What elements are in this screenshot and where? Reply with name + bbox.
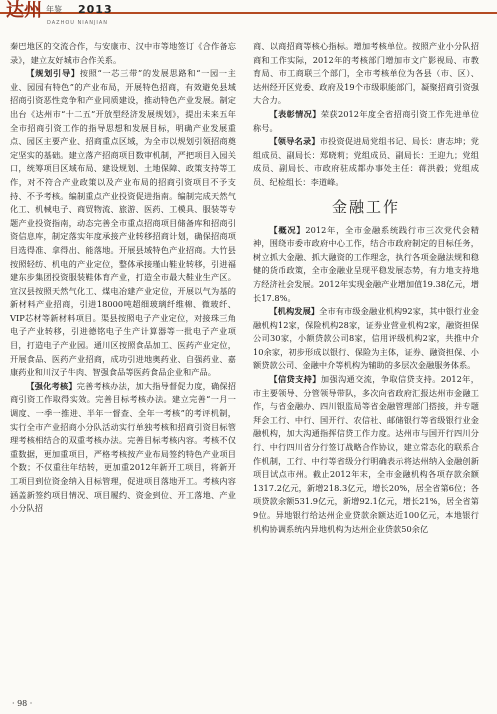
page-header — [0, 0, 497, 34]
yearbook-logo-title: 达州 — [6, 0, 42, 21]
page-number: · 98 · — [12, 699, 33, 708]
paragraph: 秦巴地区的交流合作，与安康市、汉中市等地签订《合作备忘录》，建立友好城市合作关系。 — [10, 41, 236, 65]
paragraph-assessment: 【强化考核】完善考核办法，加大指导督促力度，确保招商引资工作取得实效。完善目标考核办法。建立完善“一月一调度、一季一推进、半年一督查、全年一考核”的考评机制，实行全市产业招商小分队活动实行单独考核和招商引资目标管理考核相结合的双重考核办法。完善目标考核内容。考核不仅重数据，更加重项目，严格考核按产业布局签约特色产业项目个数；不仅重往年结转，更加重2012年新开工项目，将新开工项目到位资金纳入目标管理，促进项目落地开工。考核内容涵盖新签约项目情况、项目履约、资金到位、开工落地、产业小分队招 — [10, 380, 236, 514]
section-tag: 【机构发展】 — [269, 306, 320, 317]
paragraph-leaders: 【领导名录】市投资促进局党组书记、局长：唐志坤；党组成员、副局长：郑晓莉；党组成员、副局长：王迎九；党组成员、副局长、市政府驻成都办事处主任：蒋洪毅；党组成员、纪检组长：李道峰。 — [253, 136, 479, 187]
paragraph-credit: 【信贷支持】加强沟通交流，争取信贷支持。2012年，市主要领导、分管领导带队，多次向省政府汇报达州市金融工作，与省金融办、四川银监局等省金融管理部门搭接，并专题拜会工行、中行、国开行、农信社、邮储银行等省级银行业金融机构，加大沟通指挥信贷工作力度。达州市与国开行四川分行、中行四川省分行签订战略合作协议，建立常态化的联系合作机制，工行、中行等省级分行明确表示将达州纳入金融创新项目试点市州。截止2012年末，全市金融机构各项存款余额1317.2亿元，新增218.3亿元，增长20%，居全省第6位；各项贷款余额531.9亿元，新增92.1亿元，增长21%，居全省第9位。异地银行给达州企业贷款余额达近100亿元，本地银行机构协调系统内异地机构为达州企业贷款50余亿 — [253, 374, 479, 534]
paragraph-overview: 【概况】2012年，全市金融系统践行市三次党代会精神，围绕市委市政府中心工作，结合市政府制定的目标任务，树立抓大金融、抓大融资的工作理念，执行各项金融法规和稳健的货币政策，全市金融业呈现平稳发展态势，有力地支持地方经济社会发展。2012年实现金融产业增加值19.38亿元，增长17.8%。 — [253, 224, 479, 303]
section-tag: 【领导名录】 — [269, 136, 320, 147]
paragraph-institutions: 【机构发展】全市有市级金融业机构92家，其中银行业金融机构12家，保险机构28家，证券业营业机构2家，融资担保公司30家，小额贷款公司8家，信用评级机构2家，共推中介10余家，初步形成以银行、保险为主体，证券、融资担保、小额贷款公司、金融中介等机构为辅助的多层次金融服务体系。 — [253, 306, 479, 371]
section-title-finance: 金融工作 — [331, 197, 400, 216]
paragraph: 商、以商招商等核心指标。增加考核单位。按照产业小分队招商和工作实际，2012年的考核部门增加市文广影视局、市教育局、市工商联三个部门，全市考核单位为各县（市、区）、达州经开区党委、政府及19个市级职能部门，凝聚招商引资强大合力。 — [253, 41, 479, 106]
yearbook-logo-label: 年鉴 — [46, 5, 62, 14]
right-column — [253, 40, 479, 536]
section-tag: 【表彰情况】 — [269, 108, 321, 119]
left-column — [10, 40, 236, 516]
section-tag: 【规划引导】 — [26, 68, 80, 79]
paragraph-awards: 【表彰情况】荣获2012年度全省招商引资工作先进单位称号。 — [253, 108, 479, 133]
header-rule — [0, 12, 497, 14]
section-tag: 【信贷支持】 — [269, 374, 321, 385]
section-tag: 【概况】 — [269, 224, 306, 235]
paragraph-planning: 【规划引导】按照“一芯三带”的发展思路和“一园一主业、园园有特色”的产业布局，开展特色招商，有效避免县域招商引资恶性竞争和产业同质建设，推动特色产业发展。制定出台《达州市“十二五”开放型经济发展规划》，提出未来五年全市招商引资工作的指导思想和发展目标，明确产业发展重点、园区主要产业、招商重点区域，为全市以规划引领招商奠定坚实的基础。建立落产招商项目数审机制，严把项目入园关口，统筹项目区域布局、建设规划、土地保障、政策支持等工作，对不符合产业政策以及产业布局的招商引资项目不予支持、不予考核。编制重点产业投资促进指南。编制完成天然气化工、机械电子、商贸物流、旅游、医药、工模具、服装等专题产业投资指南，动态完善全市重点招商项目储备库和招商引资信息库，制定落实年度承接产业转移招商计划，确保招商项目选得准、拿得出、能落地。开展县域特色产业招商。大竹县按照轻纺、机电的产业定位，整体承接瑾山鞋业转移，引进福建东步集团投资服装鞋体育产业，打造全市最大鞋业生产区。宣汉县按照天然气化工、煤电冶建产业定位，开展以气为基的新材料产业招商，引进18000吨超细玻璃纤维棉、微玻纤、VIP芯材等新材料项目。渠县按照电子产业定位，对接珠三角电子产业转移，引进德铭电子生产计算器等一批电子产业项目，打造电子产业园。通川区按照食品加工、医药产业定位，开展食品、医药产业招商，成功引进地奥药业、自强药业、嘉康药业和川汉子牛肉、智强食品等医药食品企业和产品。 — [10, 68, 236, 378]
yearbook-logo-subtitle: DAZHOU NIANJIAN — [47, 20, 109, 26]
yearbook-year: 2013 — [78, 3, 113, 16]
section-tag: 【强化考核】 — [26, 380, 77, 391]
